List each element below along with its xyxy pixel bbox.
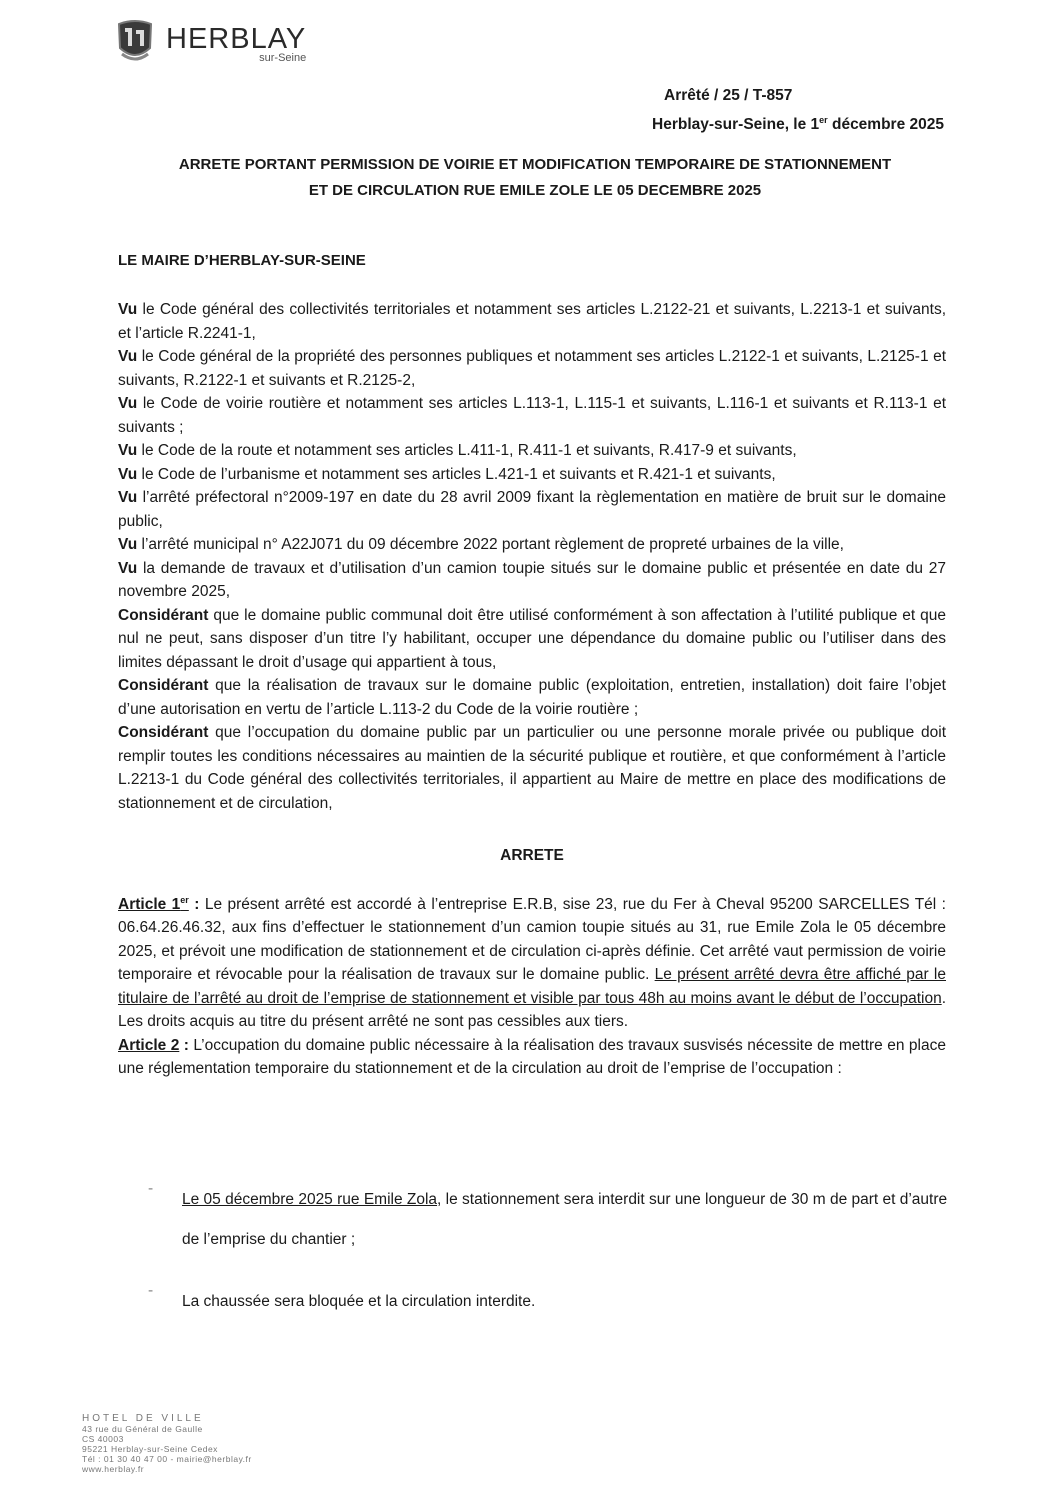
visa-item: Vu l’arrêté préfectoral n°2009-197 en date du 28 avril 2009 fixant la règlementation en matière de bruit sur le domaine public,: [118, 489, 946, 530]
visa-item: Vu le Code de l’urbanisme et notamment ses articles L.421-1 et suivants et R.421-1 et suivants,: [118, 465, 776, 483]
list-item: - Le 05 décembre 2025 rue Emile Zola, le stationnement sera interdit sur une longueur de 30 m de part et d’autre de l’emprise du chantier ;: [148, 1180, 948, 1248]
visa-item: Vu l’arrêté municipal n° A22J071 du 09 décembre 2022 portant règlement de propreté urbaines de la ville,: [118, 536, 844, 553]
article-1: Article 1er : Le présent arrêté est accordé à l’entreprise E.R.B, sise 23, rue du Fer à Cheval 95200 SARCELLES Tél : 06.64.26.46.32, aux fins d’effectuer le stationnement d’un camion toupie situés au 31, rue Emile Zola le 05 décembre 2025, et prévoit une modification de stationnement et de circulation ci-après définie. Cet arrêté vaut permission de voirie temporaire et révocable pour la réalisation de travaux sur le domaine public. Le présent arrêté devra être affiché par le titulaire de l’arrêté au droit de l’emprise de stationnement et visible par tous 48h au moins avant le début de l’occupation. Les droits acquis au titre du présent arrêté ne sont pas cessibles aux tiers.: [118, 894, 946, 1031]
list-item: - La chaussée sera bloquée et la circulation interdite.: [148, 1282, 536, 1310]
coat-of-arms-icon: [114, 18, 156, 64]
visas-list: [118, 298, 946, 815]
arrete-heading: ARRETE: [500, 847, 564, 864]
logo-name: HERBLAY: [166, 23, 307, 55]
place-date: Herblay-sur-Seine, le 1er décembre 2025: [652, 115, 944, 134]
title-line-2: ET DE CIRCULATION RUE EMILE ZOLE LE 05 DECEMBRE 2025: [308, 182, 762, 199]
herblay-logo: [114, 18, 306, 64]
visa-item: Considérant que l’occupation du domaine public par un particulier ou une personne morale privée ou publique doit remplir toutes les conditions nécessaires au maintien de la sécurité publique et routière, et que conformément à l’article L.2213-1 du Code général des collectivités territoriales, il appartient au Maire de mettre en place des modifications de stationnement et de circulation,: [118, 724, 946, 812]
measures-list: [148, 1180, 948, 1322]
visa-item: Vu le Code général des collectivités territoriales et notamment ses articles L.2122-21 et suivants, L.2213-1 et suivants, et l’article R.2241-1,: [118, 301, 946, 342]
visa-item: Vu le Code de la route et notamment ses articles L.411-1, R.411-1 et suivants, R.417-9 et suivants,: [118, 442, 797, 459]
document-body: [118, 298, 946, 1081]
authority-heading: LE MAIRE D’HERBLAY-SUR-SEINE: [118, 252, 366, 269]
visa-item: Vu le Code de voirie routière et notamment ses articles L.113-1, L.115-1 et suivants, L.116-1 et suivants et R.113-1 et suivants ;: [118, 395, 946, 436]
visa-item: Vu le Code général de la propriété des personnes publiques et notamment ses articles L.2122-1 et suivants, L.2125-1 et suivants, R.2122-1 et suivants et R.2125-2,: [118, 348, 946, 389]
arrete-reference: Arrêté / 25 / T-857: [664, 87, 793, 104]
logo-subtitle: sur-Seine: [259, 52, 307, 64]
title-line-1: ARRETE PORTANT PERMISSION DE VOIRIE ET MODIFICATION TEMPORAIRE DE STATIONNEMENT: [178, 156, 892, 173]
reference-block: [652, 83, 944, 137]
article-2: Article 2 : L’occupation du domaine public nécessaire à la réalisation des travaux susvisés nécessite de mettre en place une réglementation temporaire du stationnement et de la circulation au droit de l’emprise de l’occupation :: [118, 1036, 946, 1078]
visa-item: Considérant que la réalisation de travaux sur le domaine public (exploitation, entretien, installation) doit faire l’objet d’une autorisation en vertu de l’article L.113-2 du Code de la voirie routière ;: [118, 677, 946, 718]
document-title: [110, 152, 960, 204]
visa-item: Vu la demande de travaux et d’utilisation d’un camion toupie situés sur le domaine public et présentée en date du 27 novembre 2025,: [118, 559, 946, 600]
footer-address: HOTEL DE VILLE 43 rue du Général de Gaulle CS 40003 95221 Herblay-sur-Seine Cedex Tél : 01 30 40 47 00 - mairie@herblay.fr www.herblay.fr: [82, 1413, 252, 1474]
visa-item: Considérant que le domaine public communal doit être utilisé conformément à son affectation à l’utilité publique et que nul ne peut, sans disposer d’un titre l’y habilitant, occuper une dépendance du domaine public ou l’utiliser dans des limites dépassant le droit d’usage qui appartient à tous,: [118, 606, 946, 671]
